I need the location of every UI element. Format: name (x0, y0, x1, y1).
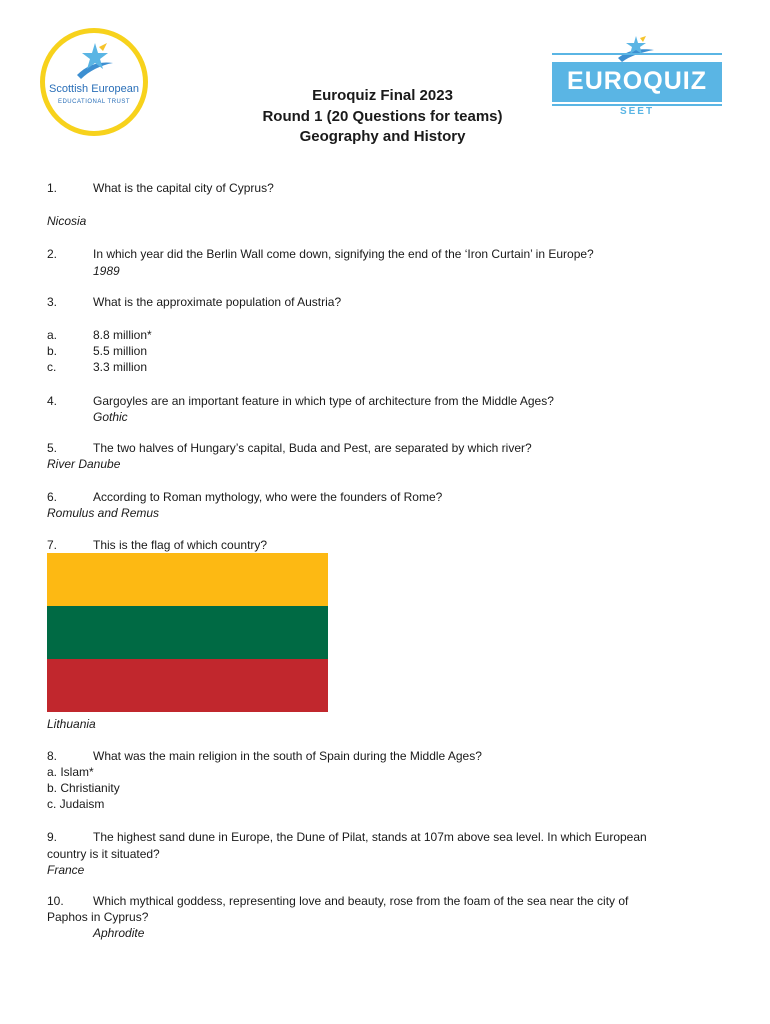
option-text: 5.5 million (93, 344, 148, 358)
question-number: 9. (47, 830, 58, 844)
question-number: 4. (47, 394, 58, 408)
euroquiz-subtitle: SEET (619, 106, 655, 117)
question-text-continued: country is it situated? (47, 847, 160, 861)
answer-text: Romulus and Remus (47, 506, 160, 520)
euroquiz-banner (552, 62, 722, 102)
question-number: 2. (47, 247, 58, 261)
answer-text: France (47, 863, 85, 877)
lithuania-flag (47, 553, 328, 712)
star-swoosh-icon (73, 41, 117, 81)
answer-text: 1989 (93, 264, 120, 278)
question-text: According to Roman mythology, who were the founders of Rome? (93, 490, 443, 504)
option-text: b. Christianity (47, 781, 120, 795)
round-title: Round 1 (20 Questions for teams) (262, 108, 503, 125)
question-number: 8. (47, 749, 58, 763)
question-number: 5. (47, 441, 58, 455)
topic-title: Geography and History (299, 128, 466, 145)
answer-text: Gothic (93, 410, 128, 424)
question-number: 3. (47, 295, 58, 309)
question-text: What is the capital city of Cyprus? (93, 181, 274, 195)
question-text: Gargoyles are an important feature in which type of architecture from the Middle Ages? (93, 394, 554, 408)
euroquiz-wordmark: EUROQUIZ (567, 67, 707, 95)
option-letter: b. (47, 344, 58, 358)
answer-text: Lithuania (47, 717, 96, 731)
flag-stripe-bottom (47, 659, 328, 712)
answer-text: Aphrodite (93, 926, 145, 940)
question-number: 1. (47, 181, 58, 195)
question-number: 7. (47, 538, 58, 552)
star-swoosh-icon (616, 36, 656, 62)
option-text: a. Islam* (47, 765, 94, 779)
option-letter: a. (47, 328, 58, 342)
question-text-continued: Paphos in Cyprus? (47, 910, 149, 924)
flag-stripe-top (47, 553, 328, 606)
option-text: 3.3 million (93, 360, 148, 374)
question-text: What was the main religion in the south of Spain during the Middle Ages? (93, 749, 482, 763)
quiz-title: Euroquiz Final 2023 (312, 87, 453, 104)
flag-stripe-middle (47, 606, 328, 659)
seet-logo (40, 28, 148, 136)
question-text: This is the flag of which country? (93, 538, 268, 552)
option-letter: c. (47, 360, 57, 374)
answer-text: River Danube (47, 457, 121, 471)
question-number: 6. (47, 490, 58, 504)
option-text: c. Judaism (47, 797, 105, 811)
question-text: In which year did the Berlin Wall come down, signifying the end of the ‘Iron Curtain’ in Europe? (93, 247, 594, 261)
option-text: 8.8 million* (93, 328, 152, 342)
seet-logo-title: Scottish European (49, 83, 139, 95)
answer-text: Nicosia (47, 214, 87, 228)
question-number: 10. (47, 894, 64, 908)
question-text: Which mythical goddess, representing love and beauty, rose from the foam of the sea near the city of (93, 894, 629, 908)
seet-logo-subtitle: EDUCATIONAL TRUST (57, 99, 131, 105)
question-text: What is the approximate population of Austria? (93, 295, 342, 309)
question-text: The highest sand dune in Europe, the Dune of Pilat, stands at 107m above sea level. In which European (93, 830, 647, 844)
question-text: The two halves of Hungary’s capital, Buda and Pest, are separated by which river? (93, 441, 532, 455)
